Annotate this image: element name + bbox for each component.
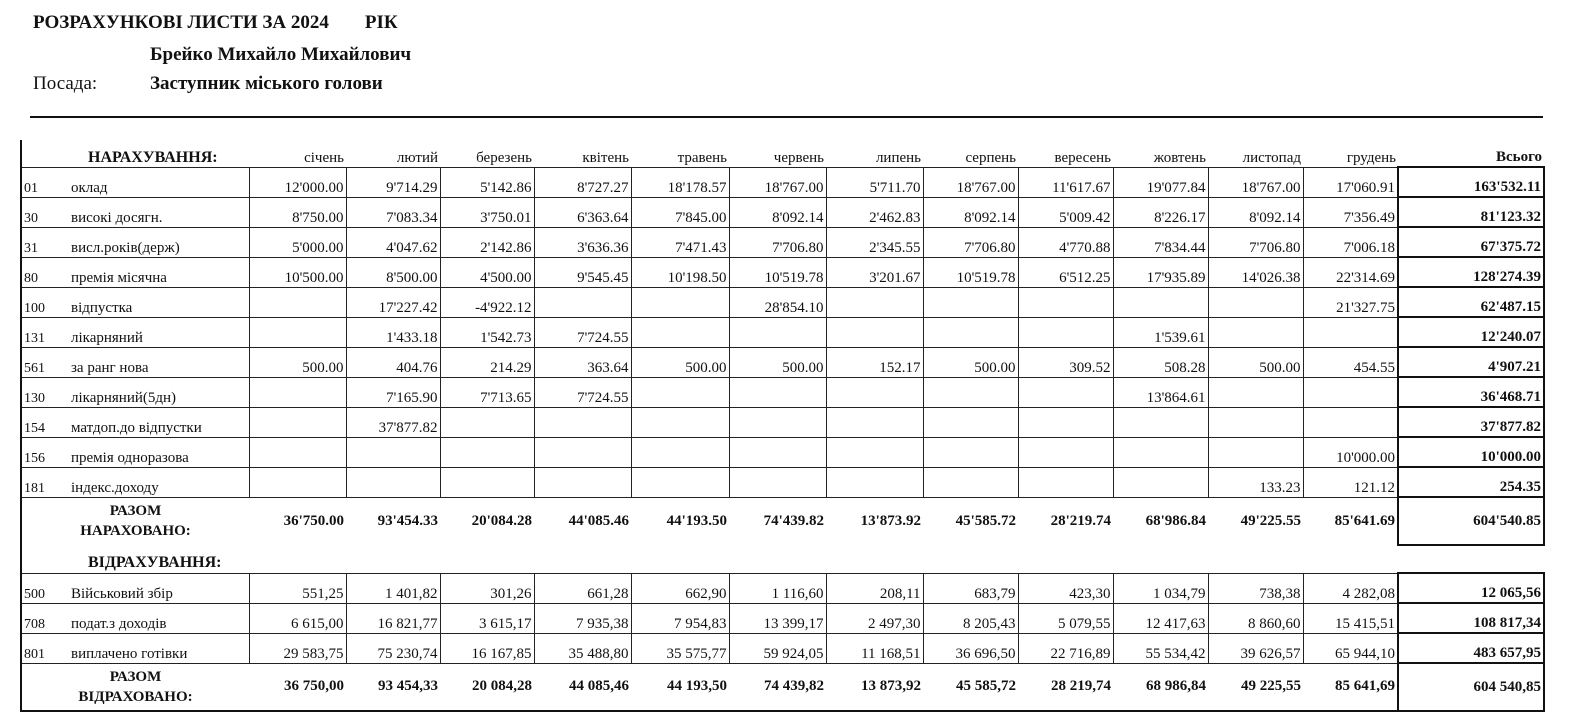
- value-cell: [729, 467, 826, 497]
- value-cell: 10'000.00: [1303, 437, 1398, 467]
- value-cell: 18'767.00: [1208, 167, 1303, 197]
- sum-value: 93'454.33: [377, 512, 439, 529]
- value-cell: [729, 437, 826, 467]
- value-cell: [923, 437, 1018, 467]
- row-label: виплачено готівки: [67, 633, 249, 663]
- value-cell: 12'000.00: [249, 167, 346, 197]
- value-cell: 423,30: [1018, 573, 1113, 603]
- value-cell: [1208, 317, 1303, 347]
- value-cell: 7'724.55: [534, 377, 631, 407]
- value-cell: [1208, 437, 1303, 467]
- value-cell: 39 626,57: [1208, 633, 1303, 663]
- value-cell: [249, 407, 346, 437]
- month-header: березень: [476, 149, 533, 166]
- row-label: відпустка: [67, 287, 249, 317]
- month-header: червень: [773, 149, 825, 166]
- row-total: 108 817,34: [1398, 603, 1544, 633]
- accrual-row: [21, 167, 1544, 197]
- value-cell: [1018, 287, 1113, 317]
- value-cell: [249, 467, 346, 497]
- value-cell: 152.17: [826, 347, 923, 377]
- value-cell: [1113, 467, 1208, 497]
- value-cell: 661,28: [534, 573, 631, 603]
- value-cell: 8'092.14: [923, 197, 1018, 227]
- value-cell: 4 282,08: [1303, 573, 1398, 603]
- value-cell: [440, 437, 534, 467]
- value-cell: 29 583,75: [249, 633, 346, 663]
- row-total: 10'000.00: [1398, 437, 1544, 467]
- value-cell: 8'750.00: [249, 197, 346, 227]
- value-cell: [826, 377, 923, 407]
- sum-label: [21, 497, 249, 545]
- month-header: січень: [304, 149, 345, 166]
- value-cell: 6 615,00: [249, 603, 346, 633]
- value-cell: 28'854.10: [729, 287, 826, 317]
- value-cell: 11 168,51: [826, 633, 923, 663]
- row-label: матдоп.до відпустки: [67, 407, 249, 437]
- sum-value: 36 750,00: [249, 663, 346, 711]
- row-total: 81'123.32: [1398, 197, 1544, 227]
- value-cell: 22'314.69: [1303, 257, 1398, 287]
- row-label: індекс.доходу: [67, 467, 249, 497]
- sum-value: 20'084.28: [471, 512, 533, 529]
- deduction-row: [21, 633, 1544, 663]
- sum-value: 44'193.50: [666, 512, 728, 529]
- sum-value: 44 193,50: [631, 663, 729, 711]
- value-cell: 35 575,77: [631, 633, 729, 663]
- value-cell: 55 534,42: [1113, 633, 1208, 663]
- value-cell: [1018, 437, 1113, 467]
- month-header: жовтень: [1153, 149, 1207, 166]
- value-cell: [1208, 407, 1303, 437]
- value-cell: 500.00: [729, 347, 826, 377]
- value-cell: [1018, 317, 1113, 347]
- value-cell: [249, 317, 346, 347]
- value-cell: [826, 287, 923, 317]
- document-title-text: РОЗРАХУНКОВІ ЛИСТИ ЗА 2024: [33, 12, 329, 33]
- value-cell: 7 935,38: [534, 603, 631, 633]
- value-cell: 8 860,60: [1208, 603, 1303, 633]
- month-header: грудень: [1346, 149, 1397, 166]
- month-header: травень: [677, 149, 728, 166]
- row-label: Військовий збір: [67, 573, 249, 603]
- value-cell: [1113, 437, 1208, 467]
- row-code: 801: [21, 633, 67, 663]
- sum-value: 36'750.00: [283, 512, 345, 529]
- row-total: 163'532.11: [1398, 167, 1544, 197]
- value-cell: 7'724.55: [534, 317, 631, 347]
- value-cell: 16 167,85: [440, 633, 534, 663]
- row-total: 36'468.71: [1398, 377, 1544, 407]
- value-cell: [534, 287, 631, 317]
- value-cell: 5'711.70: [826, 167, 923, 197]
- sum-value: 13 873,92: [826, 663, 923, 711]
- month-header: листопад: [1242, 149, 1302, 166]
- payroll-table-body: [21, 140, 1544, 711]
- value-cell: [729, 407, 826, 437]
- value-cell: 5 079,55: [1018, 603, 1113, 633]
- value-cell: 10'500.00: [249, 257, 346, 287]
- value-cell: 18'767.00: [923, 167, 1018, 197]
- value-cell: 17'935.89: [1113, 257, 1208, 287]
- value-cell: [631, 377, 729, 407]
- row-total: 128'274.39: [1398, 257, 1544, 287]
- month-header: квітень: [582, 149, 630, 166]
- value-cell: 17'227.42: [346, 287, 440, 317]
- value-cell: 500.00: [1208, 347, 1303, 377]
- row-label: премія місячна: [67, 257, 249, 287]
- value-cell: [346, 437, 440, 467]
- value-cell: [729, 317, 826, 347]
- sum-value: 68 986,84: [1113, 663, 1208, 711]
- deductions-sum-row: [21, 663, 1544, 711]
- sum-value: 85 641,69: [1303, 663, 1398, 711]
- value-cell: [534, 437, 631, 467]
- accruals-header-row: [21, 140, 1544, 167]
- sum-label-line-2: ВІДРАХОВАНО:: [78, 688, 193, 705]
- value-cell: 500.00: [631, 347, 729, 377]
- value-cell: 7'006.18: [1303, 227, 1398, 257]
- row-code: 181: [21, 467, 67, 497]
- sum-value: 68'986.84: [1145, 512, 1207, 529]
- value-cell: 662,90: [631, 573, 729, 603]
- value-cell: [631, 407, 729, 437]
- value-cell: 404.76: [346, 347, 440, 377]
- value-cell: 7'706.80: [1208, 227, 1303, 257]
- value-cell: [826, 407, 923, 437]
- value-cell: [249, 437, 346, 467]
- value-cell: 10'519.78: [923, 257, 1018, 287]
- row-total: 254.35: [1398, 467, 1544, 497]
- accrual-row: [21, 257, 1544, 287]
- deductions-header-row: [21, 545, 1544, 573]
- payroll-table: [20, 140, 1545, 712]
- value-cell: 7'165.90: [346, 377, 440, 407]
- row-total: 12'240.07: [1398, 317, 1544, 347]
- value-cell: 9'545.45: [534, 257, 631, 287]
- row-total: 483 657,95: [1398, 633, 1544, 663]
- value-cell: [1018, 407, 1113, 437]
- row-code: 500: [21, 573, 67, 603]
- value-cell: 18'178.57: [631, 167, 729, 197]
- value-cell: [631, 317, 729, 347]
- value-cell: 1 116,60: [729, 573, 826, 603]
- value-cell: 13 399,17: [729, 603, 826, 633]
- value-cell: 8'727.27: [534, 167, 631, 197]
- row-code: 131: [21, 317, 67, 347]
- row-label: за ранг нова: [67, 347, 249, 377]
- value-cell: 7 954,83: [631, 603, 729, 633]
- value-cell: [249, 377, 346, 407]
- row-code: 154: [21, 407, 67, 437]
- value-cell: 6'363.64: [534, 197, 631, 227]
- value-cell: 1 401,82: [346, 573, 440, 603]
- value-cell: 9'714.29: [346, 167, 440, 197]
- deductions-section-title: ВІДРАХУВАННЯ:: [21, 545, 1544, 573]
- value-cell: 10'519.78: [729, 257, 826, 287]
- value-cell: 121.12: [1303, 467, 1398, 497]
- row-total: 62'487.15: [1398, 287, 1544, 317]
- value-cell: 3'201.67: [826, 257, 923, 287]
- value-cell: 2'462.83: [826, 197, 923, 227]
- value-cell: [631, 437, 729, 467]
- value-cell: 301,26: [440, 573, 534, 603]
- accrual-row: [21, 407, 1544, 437]
- month-header: серпень: [965, 149, 1017, 166]
- row-label: подат.з доходів: [67, 603, 249, 633]
- value-cell: [1113, 287, 1208, 317]
- value-cell: [1208, 287, 1303, 317]
- row-code: 31: [21, 227, 67, 257]
- value-cell: [1303, 407, 1398, 437]
- value-cell: 500.00: [923, 347, 1018, 377]
- value-cell: [923, 287, 1018, 317]
- row-total: 12 065,56: [1398, 573, 1544, 603]
- value-cell: [534, 467, 631, 497]
- value-cell: 59 924,05: [729, 633, 826, 663]
- value-cell: 5'009.42: [1018, 197, 1113, 227]
- value-cell: [826, 437, 923, 467]
- value-cell: 8'500.00: [346, 257, 440, 287]
- value-cell: 309.52: [1018, 347, 1113, 377]
- value-cell: [346, 467, 440, 497]
- value-cell: 18'767.00: [729, 167, 826, 197]
- row-total: 37'877.82: [1398, 407, 1544, 437]
- value-cell: 551,25: [249, 573, 346, 603]
- value-cell: 15 415,51: [1303, 603, 1398, 633]
- accrual-row: [21, 467, 1544, 497]
- value-cell: 7'706.80: [729, 227, 826, 257]
- value-cell: 208,11: [826, 573, 923, 603]
- value-cell: 22 716,89: [1018, 633, 1113, 663]
- sum-value: 13'873.92: [860, 512, 922, 529]
- row-label: лікарняний(5дн): [67, 377, 249, 407]
- value-cell: [826, 467, 923, 497]
- position-value: Заступник міського голови: [150, 73, 383, 94]
- row-code: 708: [21, 603, 67, 633]
- value-cell: 17'060.91: [1303, 167, 1398, 197]
- value-cell: 508.28: [1113, 347, 1208, 377]
- value-cell: 3 615,17: [440, 603, 534, 633]
- row-code: 80: [21, 257, 67, 287]
- sum-value: 44 085,46: [534, 663, 631, 711]
- sum-value: 28 219,74: [1018, 663, 1113, 711]
- sum-label: [21, 663, 249, 711]
- row-code: 156: [21, 437, 67, 467]
- document-title: [33, 12, 398, 34]
- month-header: вересень: [1054, 149, 1112, 166]
- row-code: 30: [21, 197, 67, 227]
- value-cell: [1303, 317, 1398, 347]
- value-cell: 214.29: [440, 347, 534, 377]
- accrual-row: [21, 437, 1544, 467]
- value-cell: 4'047.62: [346, 227, 440, 257]
- value-cell: 4'500.00: [440, 257, 534, 287]
- value-cell: 738,38: [1208, 573, 1303, 603]
- value-cell: 13'864.61: [1113, 377, 1208, 407]
- value-cell: 35 488,80: [534, 633, 631, 663]
- value-cell: [631, 287, 729, 317]
- value-cell: 3'636.36: [534, 227, 631, 257]
- value-cell: 12 417,63: [1113, 603, 1208, 633]
- month-header: лютий: [396, 149, 439, 166]
- value-cell: 19'077.84: [1113, 167, 1208, 197]
- row-code: 561: [21, 347, 67, 377]
- accrual-row: [21, 227, 1544, 257]
- value-cell: 1'433.18: [346, 317, 440, 347]
- sum-value: 45'585.72: [955, 512, 1017, 529]
- value-cell: 3'750.01: [440, 197, 534, 227]
- deduction-row: [21, 573, 1544, 603]
- sum-value: 20 084,28: [440, 663, 534, 711]
- value-cell: [826, 317, 923, 347]
- value-cell: 2'142.86: [440, 227, 534, 257]
- value-cell: 21'327.75: [1303, 287, 1398, 317]
- row-code: 01: [21, 167, 67, 197]
- value-cell: [1303, 377, 1398, 407]
- position-label: Посада:: [33, 73, 98, 94]
- row-label: висл.років(держ): [67, 227, 249, 257]
- value-cell: 1'542.73: [440, 317, 534, 347]
- value-cell: [440, 467, 534, 497]
- document-title-year-word: РІК: [364, 12, 398, 33]
- sum-label-line-1: РАЗОМ: [109, 668, 162, 685]
- sum-value: 93 454,33: [346, 663, 440, 711]
- accrual-row: [21, 287, 1544, 317]
- value-cell: 16 821,77: [346, 603, 440, 633]
- value-cell: [440, 407, 534, 437]
- accruals-sum-row: [21, 497, 1544, 545]
- sum-value: 74 439,82: [729, 663, 826, 711]
- accruals-section-title: НАРАХУВАННЯ:: [21, 140, 249, 167]
- row-label: премія одноразова: [67, 437, 249, 467]
- row-code: 100: [21, 287, 67, 317]
- value-cell: [1208, 377, 1303, 407]
- value-cell: 11'617.67: [1018, 167, 1113, 197]
- row-label: лікарняний: [67, 317, 249, 347]
- value-cell: 363.64: [534, 347, 631, 377]
- sum-label-line-2: НАРАХОВАНО:: [80, 523, 191, 540]
- value-cell: [249, 287, 346, 317]
- sum-value: 74'439.82: [763, 512, 825, 529]
- sum-value: 44'085.46: [568, 512, 630, 529]
- value-cell: 2 497,30: [826, 603, 923, 633]
- accrual-row: [21, 317, 1544, 347]
- value-cell: [923, 377, 1018, 407]
- value-cell: 7'083.34: [346, 197, 440, 227]
- value-cell: 8'226.17: [1113, 197, 1208, 227]
- value-cell: 6'512.25: [1018, 257, 1113, 287]
- sum-value: 85'641.69: [1334, 512, 1396, 529]
- value-cell: 8'092.14: [729, 197, 826, 227]
- value-cell: 7'713.65: [440, 377, 534, 407]
- total-header: Всього: [1495, 149, 1543, 165]
- value-cell: 14'026.38: [1208, 257, 1303, 287]
- value-cell: 8 205,43: [923, 603, 1018, 633]
- value-cell: -4'922.12: [440, 287, 534, 317]
- row-total: 67'375.72: [1398, 227, 1544, 257]
- value-cell: 5'000.00: [249, 227, 346, 257]
- value-cell: [1018, 467, 1113, 497]
- value-cell: 7'471.43: [631, 227, 729, 257]
- employee-name: Брейко Михайло Михайлович: [150, 44, 412, 65]
- sum-value: 45 585,72: [923, 663, 1018, 711]
- value-cell: 37'877.82: [346, 407, 440, 437]
- value-cell: [923, 467, 1018, 497]
- value-cell: 75 230,74: [346, 633, 440, 663]
- header-divider: [30, 116, 1543, 118]
- value-cell: 1'539.61: [1113, 317, 1208, 347]
- sum-total: 604'540.85: [1398, 497, 1544, 545]
- value-cell: 36 696,50: [923, 633, 1018, 663]
- value-cell: 7'834.44: [1113, 227, 1208, 257]
- accrual-row: [21, 197, 1544, 227]
- value-cell: 683,79: [923, 573, 1018, 603]
- value-cell: 7'845.00: [631, 197, 729, 227]
- value-cell: [1113, 407, 1208, 437]
- value-cell: 7'356.49: [1303, 197, 1398, 227]
- sum-total: 604 540,85: [1398, 663, 1544, 711]
- sum-value: 49 225,55: [1208, 663, 1303, 711]
- value-cell: 4'770.88: [1018, 227, 1113, 257]
- value-cell: [923, 317, 1018, 347]
- value-cell: 7'706.80: [923, 227, 1018, 257]
- sum-value: 28'219.74: [1050, 512, 1112, 529]
- month-header: липень: [875, 149, 922, 166]
- value-cell: 5'142.86: [440, 167, 534, 197]
- value-cell: [923, 407, 1018, 437]
- row-label: високі досягн.: [67, 197, 249, 227]
- value-cell: 500.00: [249, 347, 346, 377]
- value-cell: 8'092.14: [1208, 197, 1303, 227]
- accrual-row: [21, 377, 1544, 407]
- value-cell: 10'198.50: [631, 257, 729, 287]
- value-cell: [1018, 377, 1113, 407]
- deduction-row: [21, 603, 1544, 633]
- sum-value: 49'225.55: [1240, 512, 1302, 529]
- sum-label-line-1: РАЗОМ: [109, 503, 162, 520]
- value-cell: 65 944,10: [1303, 633, 1398, 663]
- value-cell: [534, 407, 631, 437]
- value-cell: 133.23: [1208, 467, 1303, 497]
- row-total: 4'907.21: [1398, 347, 1544, 377]
- value-cell: 1 034,79: [1113, 573, 1208, 603]
- value-cell: [631, 467, 729, 497]
- value-cell: [729, 377, 826, 407]
- value-cell: 454.55: [1303, 347, 1398, 377]
- value-cell: 2'345.55: [826, 227, 923, 257]
- row-code: 130: [21, 377, 67, 407]
- row-label: оклад: [67, 167, 249, 197]
- accrual-row: [21, 347, 1544, 377]
